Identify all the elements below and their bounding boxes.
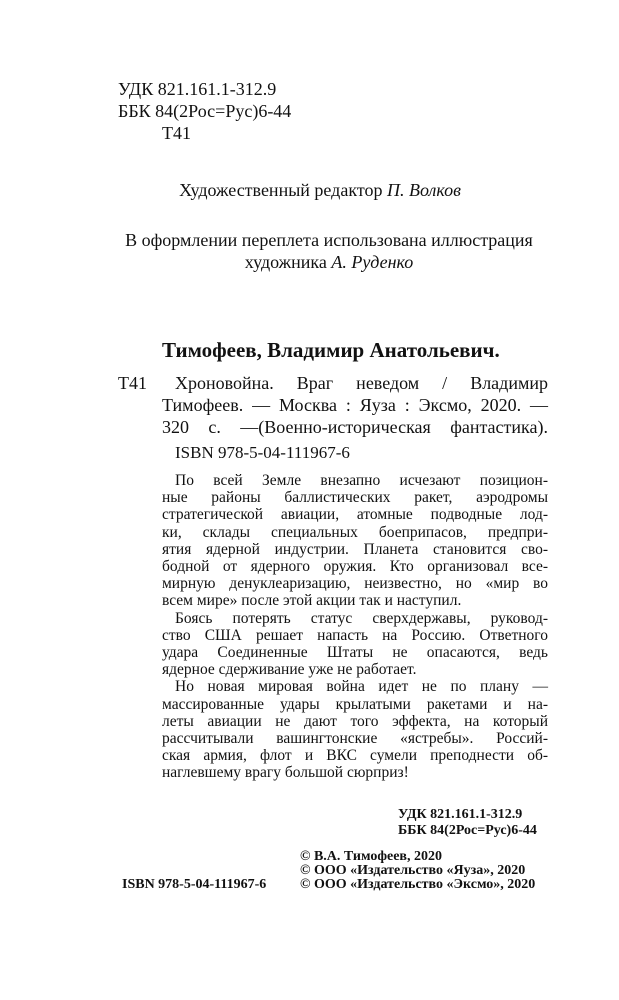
annotation-line: ство США решает напасть на Россию. Ответного <box>162 626 548 644</box>
copyright-line: © В.А. Тимофеев, 2020 <box>300 849 442 864</box>
annotation-line: удара Соединенные Штаты не опасаются, ведь <box>162 644 548 662</box>
annotation <box>162 472 548 782</box>
isbn: ISBN 978-5-04-111967-6 <box>175 443 350 462</box>
art-editor-credit <box>100 179 540 201</box>
copyright-line: © ООО «Издательство «Эксмо», 2020 <box>300 877 536 892</box>
bibliographic-line: Хроновойна. Враг неведом / Владимир <box>175 373 548 393</box>
copyright-line: © ООО «Издательство «Яуза», 2020 <box>300 863 526 878</box>
annotation-line: ные районы баллистических ракет, аэродромы <box>162 489 548 507</box>
bibliographic-line: Тимофеев. — Москва : Яуза : Эксмо, 2020. — <box>162 395 548 415</box>
annotation-paragraph <box>162 678 548 781</box>
cover-credit-line <box>114 251 544 273</box>
annotation-line: мирную денуклеаризацию, неизвестно, но «мир во <box>162 575 548 593</box>
cover-illustration-credit <box>114 229 544 273</box>
annotation-line: наглевшему врагу большой сюрприз! <box>162 764 409 782</box>
udk-code: УДК 821.161.1-312.9 <box>118 79 277 99</box>
footer-bbk: ББК 84(2Рос=Рус)6-44 <box>398 823 537 838</box>
bbk-code: ББК 84(2Рос=Рус)6-44 <box>118 101 292 121</box>
classification-block <box>118 78 291 144</box>
annotation-line: бодной от ядерного оружия. Кто организовал все- <box>162 558 548 576</box>
author-heading: Тимофеев, Владимир Анатольевич. <box>162 338 500 362</box>
footer-isbn: ISBN 978-5-04-111967-6 <box>122 877 267 892</box>
illustrator-name: А. Руденко <box>331 252 414 272</box>
annotation-line: Боясь потерять статус сверхдержавы, руковод- <box>175 609 548 627</box>
bibliographic-author-mark: Т41 <box>118 373 147 393</box>
annotation-paragraph <box>162 472 548 610</box>
author-mark: Т41 <box>162 123 191 143</box>
annotation-line: рассчитывали вашингтонские «ястребы». Россий- <box>162 730 548 748</box>
bibliographic-line: 320 с. —(Военно-историческая фантастика). <box>162 417 548 437</box>
annotation-line: ятия ядерной индустрии. Планета становится сво- <box>162 540 548 558</box>
annotation-line: ки, склады специальных боеприпасов, предпри- <box>162 523 548 541</box>
footer-udk: УДК 821.161.1-312.9 <box>398 807 523 822</box>
illustrator-label: художника <box>244 252 327 272</box>
annotation-line: стратегической авиации, атомные подводные лод- <box>162 506 548 524</box>
annotation-line: Но новая мировая война идет не по плану — <box>175 678 548 696</box>
bibliographic-record <box>162 372 548 438</box>
art-editor-label: Художественный редактор <box>179 180 383 200</box>
annotation-line: массированные удары крылатыми ракетами и на- <box>162 695 548 713</box>
annotation-line: леты авиации не дают того эффекта, на который <box>162 712 548 730</box>
copyright-block <box>300 850 535 892</box>
annotation-line: По всей Земле внезапно исчезают позицион- <box>175 472 548 489</box>
annotation-line: всем мире» после этой акции так и наступил. <box>162 592 462 610</box>
annotation-line: ская армия, флот и ВКС сумели преподнести об- <box>162 747 548 765</box>
cover-credit-line: В оформлении переплета использована иллюстрация <box>125 230 533 250</box>
art-editor-name: П. Волков <box>386 180 461 200</box>
annotation-line: ядерное сдерживание уже не работает. <box>162 661 417 679</box>
annotation-paragraph <box>162 610 548 679</box>
footer-classification <box>398 807 537 839</box>
